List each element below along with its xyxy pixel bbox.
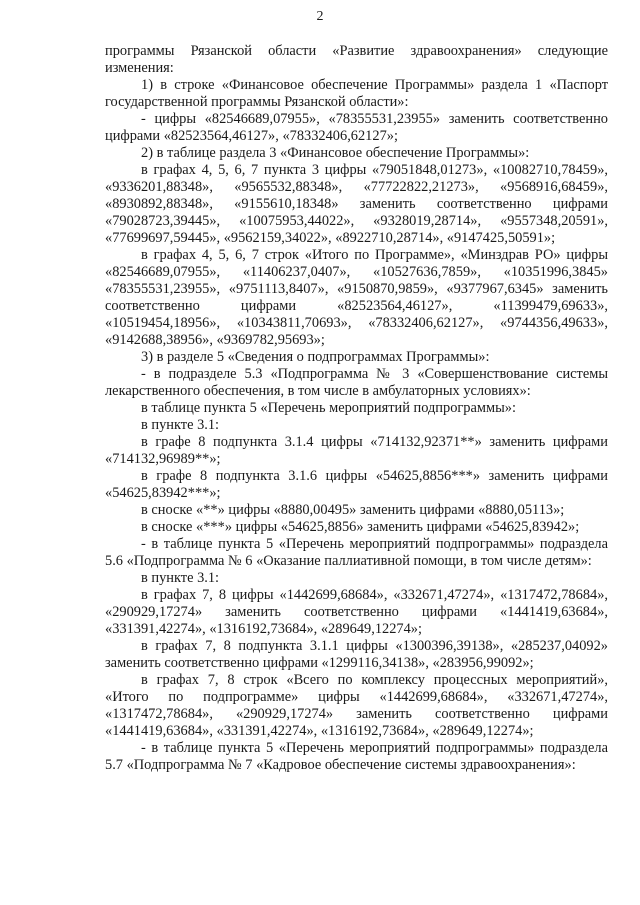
paragraph: в графах 7, 8 строк «Всего по комплексу процессных мероприятий», «Итого по подпрограмме» цифры «1442699,68684», «332671,47274», «1317472,78684», «290929,17274» заменить соответственно цифрами «1441419,63684», «331391,42274», «1316192,73684», «289649,12274»; xyxy=(105,672,608,739)
paragraph: в сноске «**» цифры «8880,00495» заменить цифрами «8880,05113»; xyxy=(141,502,565,518)
paragraph: 1) в строке «Финансовое обеспечение Программы» раздела 1 «Паспорт государственной программы Рязанской области»: xyxy=(105,77,608,110)
document-body xyxy=(105,43,608,774)
paragraph: в графе 8 подпункта 3.1.4 цифры «714132,92371**» заменить цифрами «714132,96989**»; xyxy=(105,434,608,467)
paragraph: программы Рязанской области «Развитие здравоохранения» следующие изменения: xyxy=(105,43,608,76)
paragraph: - в подразделе 5.3 «Подпрограмма № 3 «Совершенствование системы лекарственного обеспечения, в том числе в амбулаторных условиях»: xyxy=(105,366,608,399)
paragraph: 2) в таблице раздела 3 «Финансовое обеспечение Программы»: xyxy=(141,145,530,161)
page-number: 2 xyxy=(316,9,324,24)
paragraph: в графах 7, 8 цифры «1442699,68684», «332671,47274», «1317472,78684», «290929,17274» заменить соответственно цифрами «1441419,63684», «331391,42274», «1316192,73684», «289649,12274»; xyxy=(105,587,608,637)
paragraph: в пункте 3.1: xyxy=(141,570,220,586)
paragraph: в таблице пункта 5 «Перечень мероприятий подпрограммы»: xyxy=(141,400,516,416)
paragraph: в графе 8 подпункта 3.1.6 цифры «54625,8856***» заменить цифрами «54625,83942***»; xyxy=(105,468,608,501)
paragraph: в сноске «***» цифры «54625,8856» заменить цифрами «54625,83942»; xyxy=(141,519,580,535)
paragraph: 3) в разделе 5 «Сведения о подпрограммах Программы»: xyxy=(141,349,490,365)
paragraph: - цифры «82546689,07955», «78355531,23955» заменить соответственно цифрами «82523564,46127», «78332406,62127»; xyxy=(105,111,608,144)
paragraph: в пункте 3.1: xyxy=(141,417,220,433)
paragraph: - в таблице пункта 5 «Перечень мероприятий подпрограммы» подраздела 5.7 «Подпрограмма № 7 «Кадровое обеспечение системы здравоохранения»: xyxy=(105,740,608,773)
paragraph: в графах 4, 5, 6, 7 пункта 3 цифры «79051848,01273», «10082710,78459», «9336201,88348», «9565532,88348», «77722822,21273», «9568916,68459», «8930892,88348», «9155610,18348» заменить соответственно цифрами «79028723,39445», «10075953,44022», «9328019,28714», «9557348,20591», «77699697,59445», «9562159,34022», «8922710,28714», «9147425,50591»; xyxy=(105,162,608,246)
paragraph: - в таблице пункта 5 «Перечень мероприятий подпрограммы» подраздела 5.6 «Подпрограмма № 6 «Оказание паллиативной помощи, в том числе детям»: xyxy=(105,536,608,569)
paragraph: в графах 7, 8 подпункта 3.1.1 цифры «1300396,39138», «285237,04092» заменить соответственно цифрами «1299116,34138», «283956,99092»; xyxy=(105,638,608,671)
paragraph: в графах 4, 5, 6, 7 строк «Итого по Программе», «Минздрав РО» цифры «82546689,07955», «11406237,0407», «10527636,7859», «10351996,3845» «78355531,23955», «9751113,8407», «9150870,9859», «9377967,6345» заменить соответственно цифрами «82523564,46127», «11399479,69633», «10519454,18956», «10343811,70693», «78332406,62127», «9744356,49633», «9142688,38956», «9369782,95693»; xyxy=(105,247,608,348)
